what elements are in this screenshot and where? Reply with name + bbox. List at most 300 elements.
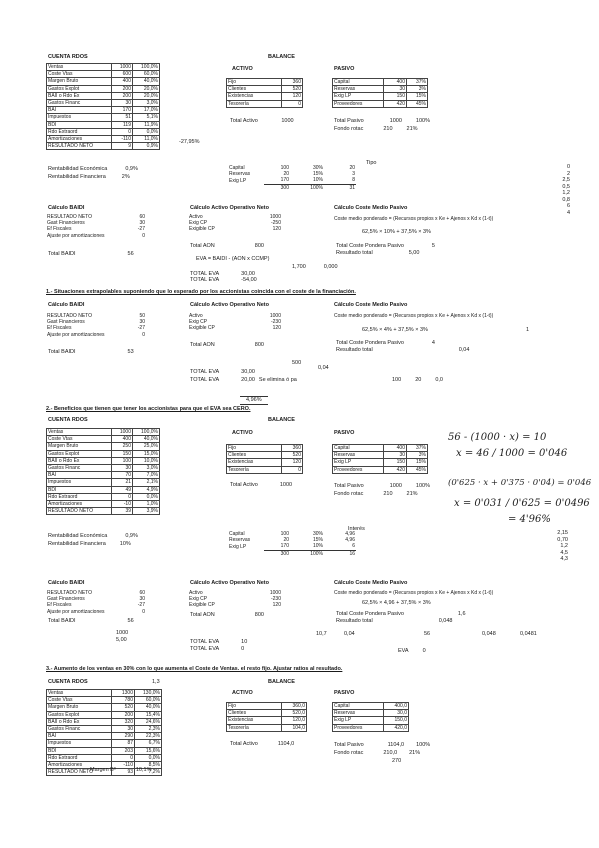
baidi-title: Cálculo BAIDI bbox=[48, 205, 85, 211]
row-value: 100,0% bbox=[133, 64, 160, 71]
table-row bbox=[188, 602, 282, 608]
row-value: 30 bbox=[112, 725, 135, 732]
row-value: 37% bbox=[407, 445, 428, 452]
activo-op-title: Cálculo Activo Operativo Neto bbox=[190, 302, 269, 308]
row-value: 400,0 bbox=[384, 703, 409, 710]
row-label: RESULTADO NETO bbox=[47, 508, 112, 515]
row-label: Proveedores bbox=[333, 100, 384, 107]
row-value: 250 bbox=[112, 443, 133, 450]
pasivo-table bbox=[332, 78, 428, 108]
table-row bbox=[46, 332, 146, 338]
row-label: Ventas bbox=[47, 64, 112, 71]
row-value: 3% bbox=[407, 86, 428, 93]
side-number: 2,15 bbox=[557, 530, 568, 536]
row-value: 15% bbox=[407, 459, 428, 466]
table-row bbox=[333, 100, 428, 107]
row-value: 30 bbox=[139, 319, 145, 326]
row-label: BAII o Rdo Ex bbox=[47, 457, 112, 464]
misc-5: 56 bbox=[424, 631, 431, 637]
row-value: 0 bbox=[112, 128, 133, 135]
row-value: 1300 bbox=[112, 690, 135, 697]
total-eva-2: TOTAL EVA -54,00 bbox=[190, 277, 257, 283]
side-number: 1,2 bbox=[562, 190, 570, 196]
row-label: Amortizaciones bbox=[47, 135, 112, 142]
row-value: 2,1% bbox=[133, 479, 160, 486]
row-label: Activo bbox=[189, 313, 203, 320]
row-label: Coste Vtas bbox=[47, 436, 112, 443]
table-row bbox=[46, 233, 146, 239]
row-value: 8,5% bbox=[135, 761, 162, 768]
row-value: -10 bbox=[112, 500, 133, 507]
table-row bbox=[47, 472, 160, 479]
row-value: 0,0% bbox=[133, 128, 160, 135]
row-value: 10% bbox=[312, 543, 323, 550]
row-value: 30% bbox=[312, 531, 323, 538]
side-number: 6 bbox=[566, 203, 570, 209]
tipo-label: Interés bbox=[348, 526, 365, 532]
baidi-table bbox=[46, 590, 146, 615]
row-value: 51 bbox=[112, 114, 133, 121]
rent-eco: Rentabilidad Económica 0,9% bbox=[48, 533, 138, 539]
pasivo-extra: Fondo rotac 210 21% bbox=[334, 126, 418, 132]
row-label: Exigible CP bbox=[189, 602, 215, 609]
side-number: 2,5 bbox=[562, 177, 570, 183]
row-value: 170 bbox=[280, 543, 289, 550]
row-label bbox=[228, 550, 264, 557]
row-value: 20 bbox=[349, 165, 355, 172]
row-value: 31 bbox=[324, 184, 356, 191]
row-value: 130,0% bbox=[135, 690, 162, 697]
table-row bbox=[47, 718, 162, 725]
hand-line-1: 56 - (1000 · x) = 10 bbox=[448, 432, 547, 443]
cuenta-table bbox=[46, 63, 160, 150]
coste-formula: Coste medio ponderado = (Recursos propios x Ke + Ajenos x Kd x (1-t)) bbox=[334, 216, 494, 222]
row-label: Rdo Extraord bbox=[47, 754, 112, 761]
row-value: 520 bbox=[112, 704, 135, 711]
row-value: 400 bbox=[384, 79, 407, 86]
row-label: Amortizaciones bbox=[47, 500, 112, 507]
row-label: Rdo Extraord bbox=[47, 128, 112, 135]
side-number: 0 bbox=[566, 164, 570, 170]
coste-calc: 62,5% × 4,96 + 37,5% × 3% bbox=[362, 600, 431, 606]
table-row bbox=[228, 543, 356, 550]
row-value: -27 bbox=[137, 325, 145, 332]
row-value: 1000 bbox=[269, 214, 281, 221]
row-label: Gastos Financ bbox=[47, 99, 112, 106]
row-label: BAI bbox=[47, 472, 112, 479]
row-value: 1,0% bbox=[133, 500, 160, 507]
row-value: 520 bbox=[282, 452, 303, 459]
row-label: Exig LP bbox=[229, 543, 247, 550]
row-value: 360,0 bbox=[282, 703, 307, 710]
side-number: 1,2 bbox=[560, 543, 568, 549]
table-row bbox=[227, 452, 303, 459]
table-row bbox=[227, 466, 303, 473]
row-value: 400 bbox=[384, 445, 407, 452]
row-label: Gastos Explot bbox=[47, 711, 112, 718]
row-label: BDI bbox=[47, 121, 112, 128]
total-eva-1: TOTAL EVA 10 bbox=[190, 639, 248, 645]
activo-op-title: Cálculo Activo Operativo Neto bbox=[190, 205, 269, 211]
row-value: 87 bbox=[112, 740, 135, 747]
row-value: 40,0% bbox=[133, 436, 160, 443]
table-row bbox=[227, 93, 303, 100]
row-value: 15,0% bbox=[133, 450, 160, 457]
row-label: Exig LP bbox=[333, 717, 384, 724]
table-row bbox=[47, 747, 162, 754]
row-value: 11,0% bbox=[133, 135, 160, 142]
table-row bbox=[227, 459, 303, 466]
row-value: 6,7% bbox=[135, 740, 162, 747]
table-row bbox=[333, 717, 409, 724]
row-label: Existencias bbox=[227, 459, 282, 466]
row-value: 15,6% bbox=[135, 747, 162, 754]
table-row bbox=[228, 177, 356, 184]
row-value: 60 bbox=[139, 214, 145, 221]
row-label: Existencias bbox=[227, 717, 282, 724]
table-row bbox=[47, 135, 160, 142]
row-value: 100 bbox=[280, 165, 289, 172]
row-value: 420 bbox=[384, 100, 407, 107]
eva-values: 1,700 0,000 bbox=[292, 264, 338, 270]
row-label: Fijo bbox=[227, 703, 282, 710]
row-label: Tesorería bbox=[227, 100, 282, 107]
total-eva-2: TOTAL EVA 0 bbox=[190, 646, 245, 652]
row-value: 9 bbox=[112, 143, 133, 150]
row-label: Proveedores bbox=[333, 724, 384, 731]
aon-total: Total AON 800 bbox=[190, 612, 264, 618]
table-row bbox=[47, 486, 160, 493]
rent-fin: Rentabilidad Financiera 2% bbox=[48, 174, 130, 180]
table-row bbox=[227, 79, 303, 86]
row-value: 203 bbox=[112, 747, 135, 754]
row-value: 120 bbox=[282, 459, 303, 466]
aon-table bbox=[188, 313, 282, 332]
row-label: Exig LP bbox=[333, 459, 384, 466]
table-row bbox=[333, 79, 428, 86]
row-value: 30 bbox=[384, 452, 407, 459]
side-number: 0,8 bbox=[562, 196, 570, 203]
row-value: 24,6% bbox=[135, 718, 162, 725]
side-number: 4,5 bbox=[560, 549, 568, 556]
baidi-table bbox=[46, 313, 146, 338]
row-value: 120 bbox=[272, 226, 281, 233]
row-value: 15% bbox=[312, 537, 323, 544]
row-value: 20,0% bbox=[133, 92, 160, 99]
row-value: 200 bbox=[112, 85, 133, 92]
row-label: Clientes bbox=[227, 452, 282, 459]
table-row bbox=[333, 459, 428, 466]
capital-table bbox=[228, 165, 356, 191]
row-label: Proveedores bbox=[333, 466, 384, 473]
row-value: 60,0% bbox=[133, 71, 160, 78]
table-row bbox=[47, 92, 160, 99]
total-eva-1: TOTAL EVA 30,00 bbox=[190, 271, 255, 277]
table-row bbox=[47, 78, 160, 85]
row-value: 93 bbox=[112, 769, 135, 776]
foot: Margen Bº 10,1% bbox=[90, 767, 152, 773]
table-row bbox=[47, 143, 160, 150]
pct-box: 4,96% bbox=[240, 396, 268, 405]
table-row bbox=[47, 128, 160, 135]
aon-table bbox=[188, 214, 282, 233]
row-value: 49 bbox=[112, 486, 133, 493]
row-value: 360 bbox=[282, 79, 303, 86]
row-value: 0,0% bbox=[133, 493, 160, 500]
row-value: 10% bbox=[312, 177, 323, 184]
capital-table bbox=[228, 531, 356, 557]
row-label: RESULTADO NETO bbox=[47, 590, 93, 597]
row-label: Capital bbox=[333, 445, 384, 452]
row-value: 360 bbox=[282, 445, 303, 452]
row-value: 16 bbox=[324, 550, 356, 557]
row-label: Capital bbox=[229, 165, 245, 172]
side-number: 0,5 bbox=[562, 183, 570, 190]
row-value: 200 bbox=[112, 711, 135, 718]
total-row bbox=[228, 550, 356, 557]
row-label: Margen Bruto bbox=[47, 78, 112, 85]
row-label: Activo bbox=[189, 214, 203, 221]
row-value: 4,96 bbox=[345, 537, 355, 544]
row-label: BAII o Rdo Ex bbox=[47, 718, 112, 725]
row-value: 30 bbox=[384, 86, 407, 93]
hand-line-4: x = 0'031 / 0'625 = 0'0496 bbox=[454, 498, 590, 509]
row-label: Amortizaciones bbox=[47, 761, 112, 768]
row-label: Tesorería bbox=[227, 466, 282, 473]
row-label: Fijo bbox=[227, 79, 282, 86]
cuenta-title: CUENTA RDOS bbox=[48, 417, 88, 423]
coste-result: Resultado total 5,00 bbox=[336, 250, 420, 256]
misc-4: 0,04 bbox=[344, 631, 355, 637]
row-label: Margen Bruto bbox=[47, 704, 112, 711]
row-label: Ventas bbox=[47, 690, 112, 697]
row-value: 50 bbox=[139, 313, 145, 320]
row-value: 780 bbox=[112, 697, 135, 704]
baidi-title: Cálculo BAIDI bbox=[48, 302, 85, 308]
hand-line-2: x = 46 / 1000 = 0'046 bbox=[456, 448, 568, 459]
activo-table bbox=[226, 702, 307, 732]
row-value: 39 bbox=[112, 508, 133, 515]
row-value: 20 bbox=[283, 171, 289, 178]
pasivo-total: Total Pasivo 1104,0 100% bbox=[334, 742, 431, 748]
coste-title: Cálculo Coste Medio Pasivo bbox=[334, 580, 408, 586]
row-value: 3% bbox=[407, 452, 428, 459]
row-value: 420 bbox=[384, 466, 407, 473]
row-value: 4,9% bbox=[133, 486, 160, 493]
activo-title: ACTIVO bbox=[232, 430, 253, 436]
table-row bbox=[47, 690, 162, 697]
row-value: 600 bbox=[112, 71, 133, 78]
balance-title: BALANCE bbox=[268, 54, 295, 60]
aon-table bbox=[188, 590, 282, 609]
row-value: 400 bbox=[112, 78, 133, 85]
coste-calc: 62,5% × 10% + 37,5% × 3% bbox=[362, 229, 431, 235]
row-value: 100 bbox=[112, 457, 133, 464]
table-row bbox=[188, 226, 282, 232]
table-row bbox=[227, 703, 307, 710]
table-row bbox=[47, 479, 160, 486]
pasivo-extra-2: 270 bbox=[392, 758, 402, 764]
coste-title: Cálculo Coste Medio Pasivo bbox=[334, 205, 408, 211]
balance-title: BALANCE bbox=[268, 679, 295, 685]
row-value: 15% bbox=[312, 171, 323, 178]
table-row bbox=[47, 121, 160, 128]
row-label: RESULTADO NETO bbox=[47, 214, 93, 221]
row-label: Existencias bbox=[227, 93, 282, 100]
row-value: 60 bbox=[139, 590, 145, 597]
row-value: 150 bbox=[112, 450, 133, 457]
row-value: 0 bbox=[142, 331, 145, 338]
table-row bbox=[47, 64, 160, 71]
row-value: 30% bbox=[312, 165, 323, 172]
row-label: RESULTADO NETO bbox=[47, 143, 112, 150]
table-row bbox=[227, 445, 303, 452]
coste-formula: Coste medio ponderado = (Recursos propios x Ke + Ajenos x Kd x (1-t)) bbox=[334, 590, 494, 596]
row-value: 30,0 bbox=[384, 710, 409, 717]
section-4-heading: 3.- Aumento de los ventas en 30% con lo que aumenta el Coste de Ventas. el resto fijo. Ajustar ratios al resultado. bbox=[46, 666, 343, 672]
row-value: 300 bbox=[264, 550, 290, 557]
row-value: 104,0 bbox=[282, 724, 307, 731]
table-row bbox=[227, 710, 307, 717]
row-value: 10,0% bbox=[133, 457, 160, 464]
row-value: 70 bbox=[112, 472, 133, 479]
row-value: 25,0% bbox=[133, 443, 160, 450]
row-value: 30 bbox=[139, 220, 145, 227]
hand-line-3: (0'625 · x + 0'375 · 0'04) = 0'046 bbox=[448, 478, 592, 488]
eva-formula: EVA = BAIDI - (AON x CCMP) bbox=[196, 256, 270, 262]
row-label: Clientes bbox=[227, 710, 282, 717]
table-row bbox=[47, 754, 162, 761]
activo-op-title: Cálculo Activo Operativo Neto bbox=[190, 580, 269, 586]
total-eva-2: TOTAL EVA 20,00 Se elimina ó pa bbox=[190, 377, 297, 383]
row-label: BAI bbox=[47, 733, 112, 740]
row-value: 0 bbox=[142, 232, 145, 239]
table-row bbox=[47, 457, 160, 464]
row-value: 60,0% bbox=[135, 697, 162, 704]
row-value: 150 bbox=[384, 459, 407, 466]
activo-total: Total Activo 1000 bbox=[230, 118, 294, 124]
table-row bbox=[47, 114, 160, 121]
row-value: 100 bbox=[280, 531, 289, 538]
coste-title: Cálculo Coste Medio Pasivo bbox=[334, 302, 408, 308]
misc-1: 500 bbox=[292, 360, 302, 366]
row-value: 520 bbox=[282, 86, 303, 93]
table-row bbox=[333, 452, 428, 459]
row-value: 100,0% bbox=[133, 429, 160, 436]
row-value: 400 bbox=[112, 436, 133, 443]
pasivo-total: Total Pasivo 1000 100% bbox=[334, 118, 430, 124]
side-number: 4 bbox=[566, 209, 570, 216]
table-row bbox=[333, 724, 409, 731]
pasivo-title: PASIVO bbox=[334, 690, 355, 696]
row-label: RESULTADO NETO bbox=[47, 769, 112, 776]
table-row bbox=[47, 107, 160, 114]
row-value: 40,0% bbox=[133, 78, 160, 85]
row-value: 22,3% bbox=[135, 733, 162, 740]
row-value: 150 bbox=[384, 93, 407, 100]
row-value: 320 bbox=[112, 718, 135, 725]
section-2-heading: 1.- Situaciones extrapolables suponiendo que lo esperado por los accionistas coincida con el coste de la financiación. bbox=[46, 289, 356, 295]
row-value: 3,0% bbox=[133, 464, 160, 471]
pasivo-extra: Fondo rotac 210,0 21% bbox=[334, 750, 421, 756]
coste-total: Total Coste Pondera Pasivo 1,6 bbox=[336, 611, 466, 617]
baidi-title: Cálculo BAIDI bbox=[48, 580, 85, 586]
row-label: Gast Financieros bbox=[47, 319, 85, 326]
row-value: 0 bbox=[282, 466, 303, 473]
cuenta-table bbox=[46, 689, 162, 776]
row-label: Impuestos bbox=[47, 479, 112, 486]
table-row bbox=[47, 429, 160, 436]
row-label: BDI bbox=[47, 486, 112, 493]
row-label: Gastos Explot bbox=[47, 85, 112, 92]
table-row bbox=[188, 325, 282, 331]
table-row bbox=[227, 86, 303, 93]
cuenta-title: CUENTA RDOS bbox=[48, 679, 88, 685]
row-value: 100% bbox=[290, 550, 324, 557]
table-row bbox=[46, 609, 146, 615]
row-label: Ef Fiscales bbox=[47, 602, 72, 609]
table-row bbox=[47, 740, 162, 747]
row-label: Exigible CP bbox=[189, 226, 215, 233]
row-value: 30 bbox=[112, 464, 133, 471]
row-value: 120 bbox=[282, 93, 303, 100]
row-value: -110 bbox=[112, 761, 135, 768]
row-label: Gastos Financ bbox=[47, 725, 112, 732]
table-row bbox=[227, 724, 307, 731]
table-row bbox=[47, 725, 162, 732]
row-value: 3,9% bbox=[133, 508, 160, 515]
table-row bbox=[47, 711, 162, 718]
misc-3: 10,7 bbox=[316, 631, 327, 637]
row-label: Ef Fiscales bbox=[47, 325, 72, 332]
row-label: Tesorería bbox=[227, 724, 282, 731]
row-value: 3,0% bbox=[133, 99, 160, 106]
row-value: 21 bbox=[112, 479, 133, 486]
baidi-total: Total BAIDI 56 bbox=[48, 618, 134, 624]
row-label: Reservas bbox=[333, 452, 384, 459]
activo-total: Total Activo 1000 bbox=[230, 482, 293, 488]
row-label: Rdo Extraord bbox=[47, 493, 112, 500]
row-label: Coste Vtas bbox=[47, 71, 112, 78]
table-row bbox=[333, 710, 409, 717]
pasivo-total: Total Pasivo 1000 100% bbox=[334, 483, 430, 489]
table-row bbox=[333, 466, 428, 473]
eva-extra: EVA 0 bbox=[398, 648, 426, 654]
baidi-total: Total BAIDI 53 bbox=[48, 349, 134, 355]
hand-line-5: = 4'96% bbox=[508, 514, 551, 525]
activo-table bbox=[226, 444, 303, 474]
row-label: Impuestos bbox=[47, 740, 112, 747]
row-value: 2,3% bbox=[135, 725, 162, 732]
row-label: Reservas bbox=[333, 710, 384, 717]
row-value: 520,0 bbox=[282, 710, 307, 717]
row-label: Exig LP bbox=[333, 93, 384, 100]
table-row bbox=[47, 500, 160, 507]
row-label: Ajuste por amortizaciones bbox=[47, 232, 105, 239]
row-value: 4,96 bbox=[345, 531, 355, 538]
activo-title: ACTIVO bbox=[232, 690, 253, 696]
section-3-heading: 2.- Beneficios que tienen que tener los accionistas para que el EVA sea CERO. bbox=[46, 406, 251, 412]
pasivo-table bbox=[332, 444, 428, 474]
row-value: 15,4% bbox=[135, 711, 162, 718]
misc-2: 5,00 bbox=[116, 637, 127, 643]
row-label: RESULTADO NETO bbox=[47, 313, 93, 320]
row-label: Exig CP bbox=[189, 596, 208, 603]
table-row bbox=[47, 508, 160, 515]
table-row bbox=[227, 100, 303, 107]
table-row bbox=[47, 99, 160, 106]
baidi-table bbox=[46, 214, 146, 239]
